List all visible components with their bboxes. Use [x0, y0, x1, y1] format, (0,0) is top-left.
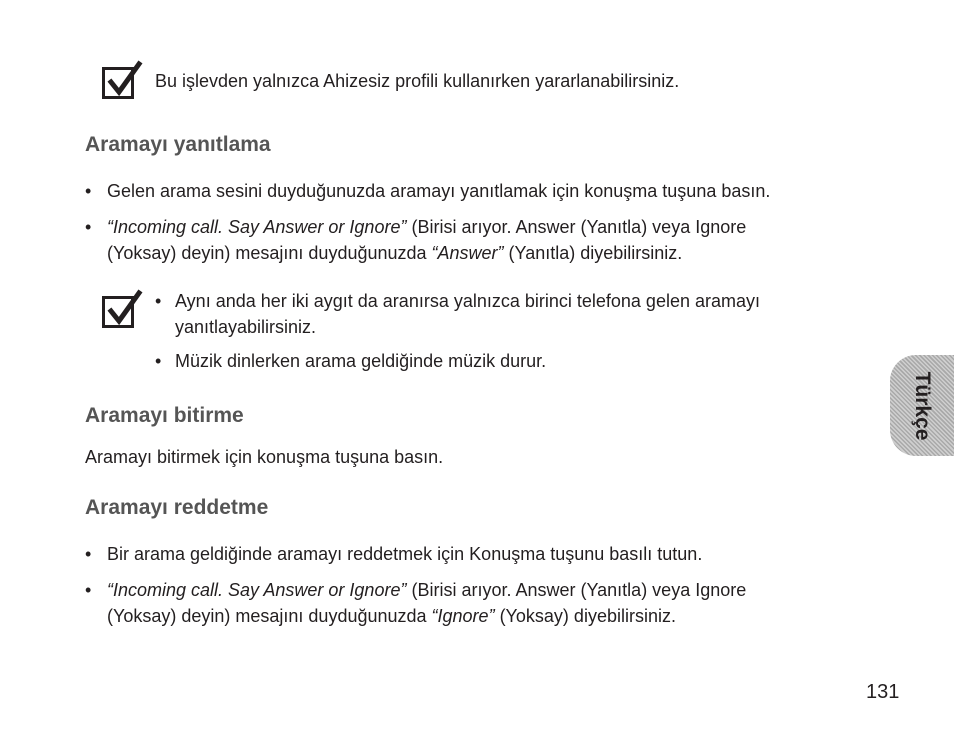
answering-note-bullet-1	[155, 288, 760, 340]
answering-bullet-2-quote2: “Answer”	[431, 243, 504, 263]
note-top-text: Bu işlevden yalnızca Ahizesiz profili kullanırken yararlanabilirsiniz.	[155, 71, 680, 91]
note-check-icon-2	[102, 296, 134, 328]
rejecting-bullet-2	[85, 577, 746, 629]
language-side-tab	[890, 355, 954, 456]
check-mark-svg-2	[105, 291, 145, 331]
ending-text: Aramayı bitirmek için konuşma tuşuna basın.	[85, 447, 444, 467]
answering-note-bullets	[155, 288, 760, 374]
answering-bullet-2-text-a: (Birisi arıyor. Answer (Yanıtla) veya Ignore	[406, 217, 747, 237]
answering-note-bullet-1-line1: Aynı anda her iki aygıt da aranırsa yalnızca birinci telefona gelen aramayı	[175, 291, 760, 311]
rejecting-bullet-1	[85, 541, 746, 567]
rejecting-bullet-2-text-c: (Yoksay) diyebilirsiniz.	[494, 606, 676, 626]
answering-bullet-1	[85, 178, 770, 204]
rejecting-bullet-2-quote2: “Ignore”	[431, 606, 495, 626]
rejecting-bullet-1-text: Bir arama geldiğinde aramayı reddetmek için Konuşma tuşunu basılı tutun.	[107, 544, 703, 564]
answering-note-bullet-2	[155, 348, 760, 374]
answering-bullet-2-quote: “Incoming call. Say Answer or Ignore”	[107, 217, 407, 237]
answering-note-bullet-2-text: Müzik dinlerken arama geldiğinde müzik durur.	[175, 351, 547, 371]
answering-bullets	[85, 178, 770, 266]
rejecting-bullet-2-text-b: (Yoksay) deyin) mesajını duyduğunuzda	[107, 606, 432, 626]
language-side-tab-label: Türkçe	[911, 371, 934, 440]
answering-bullet-2-text-b: (Yoksay) deyin) mesajını duyduğunuzda	[107, 243, 432, 263]
answering-bullet-2	[85, 214, 770, 266]
rejecting-bullets	[85, 541, 746, 629]
rejecting-bullet-2-quote: “Incoming call. Say Answer or Ignore”	[107, 580, 407, 600]
heading-rejecting: Aramayı reddetme	[85, 496, 269, 519]
heading-answering: Aramayı yanıtlama	[85, 133, 271, 156]
heading-ending: Aramayı bitirme	[85, 404, 244, 427]
note-check-icon	[102, 67, 134, 99]
page-number: 131	[866, 681, 900, 703]
check-mark-svg	[105, 62, 145, 102]
answering-bullet-2-text-c: (Yanıtla) diyebilirsiniz.	[503, 243, 683, 263]
answering-note-bullet-1-line2: yanıtlayabilirsiniz.	[175, 317, 317, 337]
answering-bullet-1-text: Gelen arama sesini duyduğunuzda aramayı yanıtlamak için konuşma tuşuna basın.	[107, 181, 771, 201]
rejecting-bullet-2-text-a: (Birisi arıyor. Answer (Yanıtla) veya Ignore	[406, 580, 747, 600]
